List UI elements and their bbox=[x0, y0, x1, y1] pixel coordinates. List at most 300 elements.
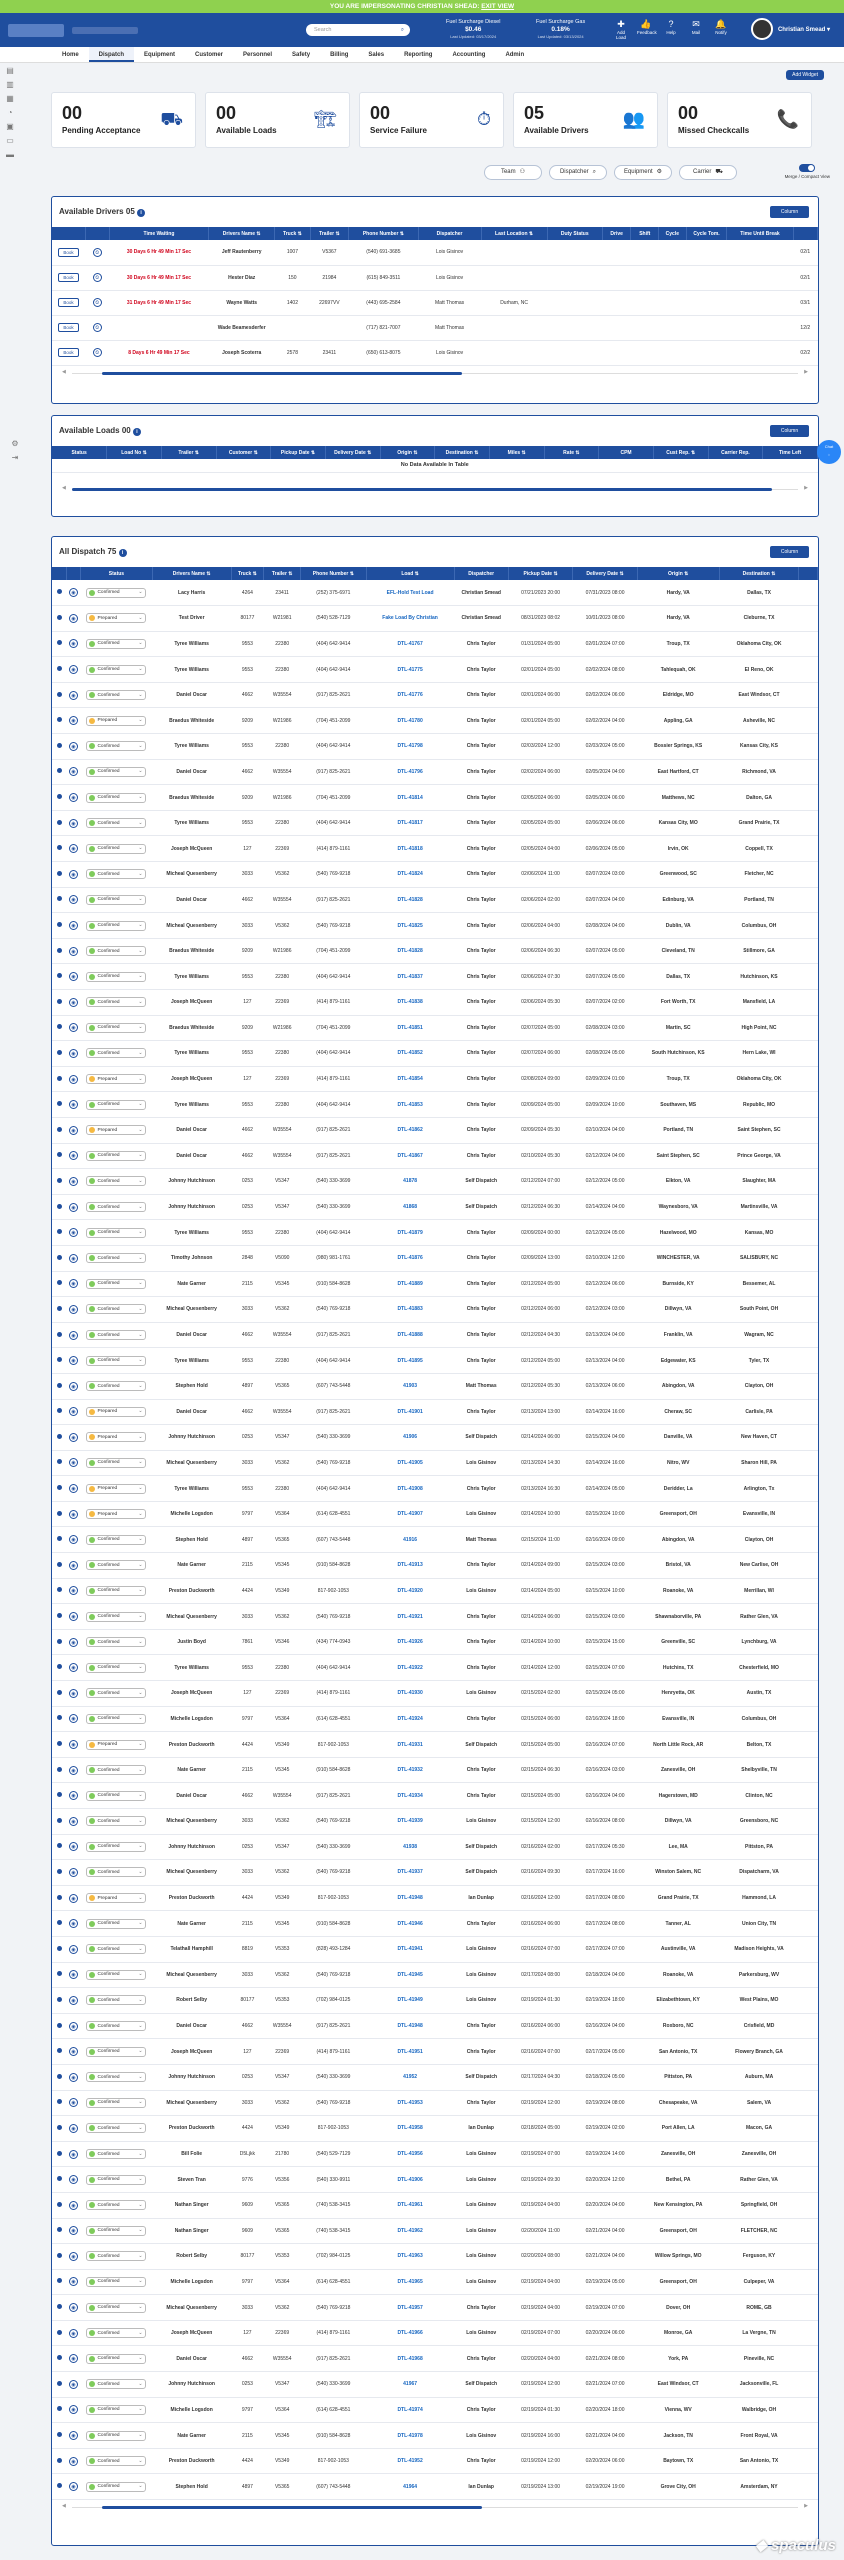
load-link[interactable]: DTL-41824 bbox=[397, 871, 423, 878]
load-link[interactable]: DTL-41949 bbox=[397, 1997, 423, 2004]
info-icon[interactable]: i bbox=[133, 428, 141, 436]
driver-name[interactable]: Nate Garner bbox=[177, 1280, 206, 1287]
driver-name[interactable]: Preston Duckworth bbox=[168, 2125, 215, 2132]
row-select-radio[interactable] bbox=[57, 2099, 62, 2104]
summary-card-available-drivers[interactable] bbox=[513, 92, 658, 148]
status-dropdown[interactable] bbox=[86, 1381, 146, 1391]
status-dropdown[interactable] bbox=[86, 2251, 146, 2261]
column-header[interactable] bbox=[799, 567, 818, 580]
status-dropdown[interactable] bbox=[86, 2328, 146, 2338]
driver-name[interactable]: Micheal Quesenberry bbox=[166, 2304, 217, 2311]
status-dropdown[interactable] bbox=[86, 1228, 146, 1238]
load-details-icon[interactable]: ◉ bbox=[69, 2022, 78, 2031]
chat-widget-button[interactable]: Chat ◌ bbox=[817, 440, 841, 464]
status-dropdown[interactable] bbox=[86, 1407, 146, 1417]
status-dropdown[interactable] bbox=[86, 2226, 146, 2236]
status-dropdown[interactable] bbox=[86, 2072, 146, 2082]
row-select-radio[interactable] bbox=[57, 1178, 62, 1183]
load-link[interactable]: DTL-41924 bbox=[397, 1715, 423, 1722]
row-select-radio[interactable] bbox=[57, 2074, 62, 2079]
row-select-radio[interactable] bbox=[57, 692, 62, 697]
driver-name[interactable]: Steven Tran bbox=[177, 2176, 206, 2183]
load-details-icon[interactable]: ◉ bbox=[69, 2303, 78, 2312]
load-link[interactable]: DTL-41958 bbox=[397, 2125, 423, 2132]
column-header[interactable]: Trailer ⇅ bbox=[161, 446, 216, 459]
load-details-icon[interactable]: ◉ bbox=[69, 1919, 78, 1928]
driver-name[interactable]: Daniel Oscar bbox=[176, 1332, 207, 1339]
status-dropdown[interactable] bbox=[86, 2405, 146, 2415]
column-button[interactable]: Column bbox=[770, 546, 809, 558]
load-details-icon[interactable]: ◉ bbox=[69, 1586, 78, 1595]
load-link[interactable]: DTL-41767 bbox=[397, 640, 423, 647]
load-details-icon[interactable]: ◉ bbox=[69, 2175, 78, 2184]
column-header[interactable] bbox=[52, 567, 66, 580]
status-dropdown[interactable] bbox=[86, 2175, 146, 2185]
clock-icon[interactable]: ⏲ bbox=[93, 323, 102, 332]
load-link[interactable]: DTL-41780 bbox=[397, 717, 423, 724]
load-details-icon[interactable]: ◉ bbox=[69, 2431, 78, 2440]
status-dropdown[interactable] bbox=[86, 2149, 146, 2159]
column-header[interactable]: Delivery Date ⇅ bbox=[325, 446, 380, 459]
load-details-icon[interactable]: ◉ bbox=[69, 1638, 78, 1647]
column-header[interactable]: Status bbox=[81, 567, 153, 580]
status-dropdown[interactable] bbox=[86, 1432, 146, 1442]
status-dropdown[interactable] bbox=[86, 1048, 146, 1058]
status-dropdown[interactable] bbox=[86, 2379, 146, 2389]
driver-name[interactable]: Micheal Quesenberry bbox=[166, 2099, 217, 2106]
list-icon[interactable]: ▥ bbox=[6, 80, 14, 89]
book-button[interactable]: Book bbox=[58, 298, 78, 307]
column-header[interactable]: Drivers Name ⇅ bbox=[152, 567, 231, 580]
load-link[interactable]: DTL-41796 bbox=[397, 768, 423, 775]
column-header[interactable]: CPM bbox=[599, 446, 654, 459]
row-select-radio[interactable] bbox=[57, 1229, 62, 1234]
status-dropdown[interactable] bbox=[86, 2123, 146, 2133]
load-details-icon[interactable]: ◉ bbox=[69, 1100, 78, 1109]
load-details-icon[interactable]: ◉ bbox=[69, 998, 78, 1007]
calendar-icon[interactable]: ▣ bbox=[6, 122, 14, 131]
status-dropdown[interactable] bbox=[86, 1176, 146, 1186]
row-select-radio[interactable] bbox=[57, 948, 62, 953]
load-link[interactable]: DTL-41852 bbox=[397, 1050, 423, 1057]
driver-name[interactable]: Tyree Williams bbox=[174, 640, 209, 647]
driver-name[interactable]: Tyree Williams bbox=[174, 820, 209, 827]
status-dropdown[interactable] bbox=[86, 2047, 146, 2057]
load-details-icon[interactable]: ◉ bbox=[69, 2226, 78, 2235]
load-details-icon[interactable]: ◉ bbox=[69, 1561, 78, 1570]
driver-name[interactable]: Wade Beamesderfer bbox=[217, 324, 266, 331]
load-details-icon[interactable]: ◉ bbox=[69, 1484, 78, 1493]
driver-name[interactable]: Jeff Rautenberry bbox=[221, 249, 262, 256]
status-dropdown[interactable] bbox=[86, 1100, 146, 1110]
load-details-icon[interactable]: ◉ bbox=[69, 1510, 78, 1519]
load-details-icon[interactable]: ◉ bbox=[69, 844, 78, 853]
load-link[interactable]: DTL-41974 bbox=[397, 2406, 423, 2413]
driver-name[interactable]: Tyree Williams bbox=[174, 1485, 209, 1492]
clock-icon[interactable]: ⏲ bbox=[93, 348, 102, 357]
row-select-radio[interactable] bbox=[57, 1715, 62, 1720]
nav-item-home[interactable]: Home bbox=[62, 52, 79, 58]
nav-item-personnel[interactable]: Personnel bbox=[243, 52, 273, 58]
driver-name[interactable]: Robert Selby bbox=[176, 2253, 208, 2260]
load-link[interactable]: DTL-41937 bbox=[397, 1869, 423, 1876]
column-header[interactable]: Pickup Date ⇅ bbox=[271, 446, 326, 459]
column-header[interactable]: Miles ⇅ bbox=[489, 446, 544, 459]
load-details-icon[interactable]: ◉ bbox=[69, 1535, 78, 1544]
column-header[interactable]: Time Left bbox=[763, 446, 818, 459]
status-dropdown[interactable] bbox=[86, 895, 146, 905]
load-link[interactable]: DTL-41920 bbox=[397, 1587, 423, 1594]
driver-name[interactable]: Timothy Johnson bbox=[170, 1255, 213, 1262]
column-header[interactable]: Cust Rep. ⇅ bbox=[653, 446, 708, 459]
driver-name[interactable]: Johnny Hutchinson bbox=[168, 1843, 215, 1850]
driver-name[interactable]: Nathan Singer bbox=[174, 2202, 209, 2209]
driver-name[interactable]: Tyree Williams bbox=[174, 1664, 209, 1671]
status-dropdown[interactable] bbox=[86, 946, 146, 956]
load-link[interactable]: DTL-41948 bbox=[397, 2023, 423, 2030]
column-header[interactable]: Duty Status bbox=[547, 227, 602, 240]
load-link[interactable]: DTL-41879 bbox=[397, 1229, 423, 1236]
row-select-radio[interactable] bbox=[57, 1639, 62, 1644]
column-header[interactable]: Customer ⇅ bbox=[216, 446, 271, 459]
load-details-icon[interactable]: ◉ bbox=[69, 2405, 78, 2414]
nav-item-admin[interactable]: Admin bbox=[505, 52, 525, 58]
row-select-radio[interactable] bbox=[57, 2432, 62, 2437]
load-details-icon[interactable]: ◉ bbox=[69, 1689, 78, 1698]
user-icon[interactable]: ◔ bbox=[7, 108, 13, 117]
driver-name[interactable]: Bill Folie bbox=[181, 2151, 203, 2158]
status-dropdown[interactable] bbox=[86, 1765, 146, 1775]
load-link[interactable]: DTL-41853 bbox=[397, 1101, 423, 1108]
column-header[interactable]: Destination ⇅ bbox=[435, 446, 490, 459]
load-details-icon[interactable]: ◉ bbox=[69, 895, 78, 904]
load-link[interactable]: DTL-41798 bbox=[397, 743, 423, 750]
row-select-radio[interactable] bbox=[57, 1587, 62, 1592]
column-header[interactable]: Drivers Name ⇅ bbox=[209, 227, 275, 240]
row-select-radio[interactable] bbox=[57, 1895, 62, 1900]
load-details-icon[interactable]: ◉ bbox=[69, 1126, 78, 1135]
status-dropdown[interactable] bbox=[86, 1458, 146, 1468]
row-select-radio[interactable] bbox=[57, 1357, 62, 1362]
chat-icon[interactable]: ▭ bbox=[6, 136, 14, 145]
row-select-radio[interactable] bbox=[57, 2406, 62, 2411]
load-details-icon[interactable]: ◉ bbox=[69, 1945, 78, 1954]
row-select-radio[interactable] bbox=[57, 2304, 62, 2309]
column-header[interactable]: Dispatcher bbox=[454, 567, 508, 580]
load-link[interactable]: DTL-41908 bbox=[397, 1485, 423, 1492]
column-header[interactable]: Delivery Date ⇅ bbox=[573, 567, 637, 580]
driver-name[interactable]: Micheal Quesenberry bbox=[166, 922, 217, 929]
load-details-icon[interactable]: ◉ bbox=[69, 2482, 78, 2491]
load-link[interactable]: DTL-41862 bbox=[397, 1127, 423, 1134]
status-dropdown[interactable] bbox=[86, 1279, 146, 1289]
row-select-radio[interactable] bbox=[57, 1767, 62, 1772]
load-details-icon[interactable]: ◉ bbox=[69, 1740, 78, 1749]
driver-name[interactable]: Lacy Harris bbox=[178, 589, 206, 596]
driver-name[interactable]: Nate Garner bbox=[177, 2432, 206, 2439]
row-select-radio[interactable] bbox=[57, 1255, 62, 1260]
load-details-icon[interactable]: ◉ bbox=[69, 1970, 78, 1979]
driver-name[interactable]: Preston Duckworth bbox=[168, 2458, 215, 2465]
load-link[interactable]: DTL-41837 bbox=[397, 973, 423, 980]
load-details-icon[interactable]: ◉ bbox=[69, 1331, 78, 1340]
status-dropdown[interactable] bbox=[86, 2303, 146, 2313]
load-link[interactable]: 41952 bbox=[403, 2074, 418, 2081]
status-dropdown[interactable] bbox=[86, 1125, 146, 1135]
load-link[interactable]: DTL-41931 bbox=[397, 1741, 423, 1748]
column-header[interactable]: Cycle bbox=[659, 227, 687, 240]
driver-name[interactable]: Braedus Whiteside bbox=[169, 717, 215, 724]
status-dropdown[interactable] bbox=[86, 1740, 146, 1750]
status-dropdown[interactable] bbox=[86, 844, 146, 854]
driver-name[interactable]: Joseph McQueen bbox=[170, 2330, 213, 2337]
load-details-icon[interactable]: ◉ bbox=[69, 1075, 78, 1084]
status-dropdown[interactable] bbox=[86, 1509, 146, 1519]
load-details-icon[interactable]: ◉ bbox=[69, 1305, 78, 1314]
load-link[interactable]: DTL-41963 bbox=[397, 2253, 423, 2260]
mail-button[interactable] bbox=[687, 19, 705, 40]
row-select-radio[interactable] bbox=[57, 1869, 62, 1874]
column-header[interactable]: Origin ⇅ bbox=[637, 567, 719, 580]
driver-name[interactable]: Michelle Logsdon bbox=[170, 2278, 213, 2285]
row-select-radio[interactable] bbox=[57, 2381, 62, 2386]
load-link[interactable]: DTL-41952 bbox=[397, 2458, 423, 2465]
row-select-radio[interactable] bbox=[57, 2330, 62, 2335]
column-header[interactable]: Load No ⇅ bbox=[107, 446, 162, 459]
load-details-icon[interactable]: ◉ bbox=[69, 1817, 78, 1826]
load-link[interactable]: DTL-41953 bbox=[397, 2099, 423, 2106]
load-details-icon[interactable]: ◉ bbox=[69, 767, 78, 776]
book-button[interactable]: Book bbox=[58, 348, 78, 357]
row-select-radio[interactable] bbox=[57, 1280, 62, 1285]
load-details-icon[interactable]: ◉ bbox=[69, 1228, 78, 1237]
add-load-button[interactable] bbox=[612, 19, 630, 40]
filter-equipment-button[interactable] bbox=[614, 165, 672, 180]
load-link[interactable]: DTL-41817 bbox=[397, 820, 423, 827]
row-select-radio[interactable] bbox=[57, 1843, 62, 1848]
status-dropdown[interactable] bbox=[86, 1791, 146, 1801]
load-details-icon[interactable]: ◉ bbox=[69, 691, 78, 700]
column-button[interactable]: Column bbox=[770, 425, 809, 437]
row-select-radio[interactable] bbox=[57, 2227, 62, 2232]
load-details-icon[interactable]: ◉ bbox=[69, 2201, 78, 2210]
driver-name[interactable]: Wayne Watts bbox=[226, 299, 258, 306]
load-details-icon[interactable]: ◉ bbox=[69, 2073, 78, 2082]
status-dropdown[interactable] bbox=[86, 2482, 146, 2492]
nav-item-customer[interactable]: Customer bbox=[195, 52, 224, 58]
load-details-icon[interactable]: ◉ bbox=[69, 870, 78, 879]
help-button[interactable] bbox=[662, 19, 680, 40]
load-link[interactable]: 41868 bbox=[403, 1204, 418, 1211]
load-link[interactable]: DTL-41828 bbox=[397, 896, 423, 903]
column-header[interactable]: Destination ⇅ bbox=[719, 567, 799, 580]
driver-name[interactable]: Tyree Williams bbox=[174, 743, 209, 750]
row-select-radio[interactable] bbox=[57, 845, 62, 850]
merge-view-toggle[interactable]: Merge / Compact View bbox=[785, 164, 830, 179]
load-details-icon[interactable]: ◉ bbox=[69, 2150, 78, 2159]
driver-name[interactable]: Micheal Quesenberry bbox=[166, 1971, 217, 1978]
driver-name[interactable]: Preston Duckworth bbox=[168, 1587, 215, 1594]
status-dropdown[interactable] bbox=[86, 1356, 146, 1366]
column-header[interactable]: Dispatcher bbox=[418, 227, 481, 240]
driver-name[interactable]: Daniel Oscar bbox=[176, 1792, 207, 1799]
load-link[interactable]: DTL-41922 bbox=[397, 1664, 423, 1671]
load-link[interactable]: DTL-41838 bbox=[397, 999, 423, 1006]
column-header[interactable]: Drive bbox=[602, 227, 631, 240]
status-dropdown[interactable] bbox=[86, 767, 146, 777]
driver-name[interactable]: Test Driver bbox=[178, 615, 205, 622]
summary-card-service-failure[interactable] bbox=[359, 92, 504, 148]
book-button[interactable]: Book bbox=[58, 273, 78, 282]
document-icon[interactable]: ▦ bbox=[6, 94, 14, 103]
row-select-radio[interactable] bbox=[57, 1306, 62, 1311]
row-select-radio[interactable] bbox=[57, 2023, 62, 2028]
load-details-icon[interactable]: ◉ bbox=[69, 1996, 78, 2005]
load-link[interactable]: 41938 bbox=[403, 1843, 418, 1850]
load-link[interactable]: DTL-41907 bbox=[397, 1511, 423, 1518]
driver-name[interactable]: Braedus Whiteside bbox=[169, 794, 215, 801]
load-details-icon[interactable]: ◉ bbox=[69, 2277, 78, 2286]
load-link[interactable]: DTL-41968 bbox=[397, 2355, 423, 2362]
driver-name[interactable]: Tyree Williams bbox=[174, 1229, 209, 1236]
row-select-radio[interactable] bbox=[57, 640, 62, 645]
driver-name[interactable]: Daniel Oscar bbox=[176, 896, 207, 903]
status-dropdown[interactable] bbox=[86, 1944, 146, 1954]
status-dropdown[interactable] bbox=[86, 1714, 146, 1724]
row-select-radio[interactable] bbox=[57, 1076, 62, 1081]
driver-name[interactable]: Tyree Williams bbox=[174, 666, 209, 673]
row-select-radio[interactable] bbox=[57, 2202, 62, 2207]
row-select-radio[interactable] bbox=[57, 1024, 62, 1029]
load-details-icon[interactable]: ◉ bbox=[69, 1407, 78, 1416]
load-details-icon[interactable]: ◉ bbox=[69, 1382, 78, 1391]
row-select-radio[interactable] bbox=[57, 717, 62, 722]
company-logo[interactable] bbox=[8, 24, 64, 37]
row-select-radio[interactable] bbox=[57, 1741, 62, 1746]
row-select-radio[interactable] bbox=[57, 999, 62, 1004]
load-details-icon[interactable]: ◉ bbox=[69, 1151, 78, 1160]
status-dropdown[interactable] bbox=[86, 1970, 146, 1980]
row-select-radio[interactable] bbox=[57, 1050, 62, 1055]
status-dropdown[interactable] bbox=[86, 716, 146, 726]
driver-name[interactable]: Johnny Hutchinson bbox=[168, 2381, 215, 2388]
load-details-icon[interactable]: ◉ bbox=[69, 1612, 78, 1621]
book-button[interactable]: Book bbox=[58, 323, 78, 332]
nav-item-dispatch[interactable]: Dispatch bbox=[89, 47, 134, 62]
column-header[interactable]: Phone Number ⇅ bbox=[301, 567, 366, 580]
row-select-radio[interactable] bbox=[57, 2355, 62, 2360]
toggle-switch[interactable] bbox=[799, 164, 815, 172]
load-details-icon[interactable]: ◉ bbox=[69, 1023, 78, 1032]
row-select-radio[interactable] bbox=[57, 1664, 62, 1669]
load-link[interactable]: DTL-41951 bbox=[397, 2048, 423, 2055]
status-dropdown[interactable] bbox=[86, 1663, 146, 1673]
driver-name[interactable]: Preston Duckworth bbox=[168, 1741, 215, 1748]
column-header[interactable]: Cycle Tom. bbox=[686, 227, 727, 240]
load-details-icon[interactable]: ◉ bbox=[69, 665, 78, 674]
row-select-radio[interactable] bbox=[57, 1946, 62, 1951]
load-details-icon[interactable]: ◉ bbox=[69, 1177, 78, 1186]
driver-name[interactable]: Daniel Oscar bbox=[176, 1152, 207, 1159]
driver-name[interactable]: Daniel Oscar bbox=[176, 1408, 207, 1415]
status-dropdown[interactable] bbox=[86, 2431, 146, 2441]
status-dropdown[interactable] bbox=[86, 818, 146, 828]
load-link[interactable]: DTL-41851 bbox=[397, 1024, 423, 1031]
load-details-icon[interactable]: ◉ bbox=[69, 2329, 78, 2338]
load-link[interactable]: DTL-41814 bbox=[397, 794, 423, 801]
load-link[interactable]: DTL-41775 bbox=[397, 666, 423, 673]
load-details-icon[interactable]: ◉ bbox=[69, 614, 78, 623]
driver-name[interactable]: Daniel Oscar bbox=[176, 692, 207, 699]
row-select-radio[interactable] bbox=[57, 1536, 62, 1541]
column-header[interactable]: Load ⇅ bbox=[366, 567, 454, 580]
load-link[interactable]: 41906 bbox=[403, 1434, 418, 1441]
load-link[interactable]: DTL-41825 bbox=[397, 922, 423, 929]
driver-name[interactable]: Joseph McQueen bbox=[170, 1690, 213, 1697]
row-select-radio[interactable] bbox=[57, 1408, 62, 1413]
driver-name[interactable]: Micheal Quesenberry bbox=[166, 1613, 217, 1620]
summary-card-missed-checkcalls[interactable] bbox=[667, 92, 812, 148]
row-select-radio[interactable] bbox=[57, 2048, 62, 2053]
row-select-radio[interactable] bbox=[57, 1101, 62, 1106]
load-link[interactable]: DTL-41945 bbox=[397, 1971, 423, 1978]
row-select-radio[interactable] bbox=[57, 1485, 62, 1490]
row-select-radio[interactable] bbox=[57, 794, 62, 799]
load-link[interactable]: DTL-41901 bbox=[397, 1408, 423, 1415]
driver-name[interactable]: Tyree Williams bbox=[174, 1050, 209, 1057]
status-dropdown[interactable] bbox=[86, 613, 146, 623]
driver-name[interactable]: Daniel Oscar bbox=[176, 768, 207, 775]
load-link[interactable]: DTL-41905 bbox=[397, 1459, 423, 1466]
notifications-button[interactable] bbox=[712, 19, 730, 40]
driver-name[interactable]: Nate Garner bbox=[177, 1920, 206, 1927]
column-header[interactable]: Time Waiting bbox=[109, 227, 208, 240]
status-dropdown[interactable] bbox=[86, 793, 146, 803]
driver-name[interactable]: Johnny Hutchinson bbox=[168, 1204, 215, 1211]
driver-name[interactable]: Johnny Hutchinson bbox=[168, 2074, 215, 2081]
status-dropdown[interactable] bbox=[86, 1995, 146, 2005]
load-details-icon[interactable]: ◉ bbox=[69, 639, 78, 648]
nav-item-sales[interactable]: Sales bbox=[368, 52, 385, 58]
status-dropdown[interactable] bbox=[86, 2098, 146, 2108]
column-header[interactable] bbox=[85, 227, 109, 240]
row-select-radio[interactable] bbox=[57, 1792, 62, 1797]
column-header[interactable]: Status bbox=[52, 446, 107, 459]
load-link[interactable]: DTL-41961 bbox=[397, 2202, 423, 2209]
load-details-icon[interactable]: ◉ bbox=[69, 2457, 78, 2466]
status-dropdown[interactable] bbox=[86, 972, 146, 982]
driver-name[interactable]: Joseph McQueen bbox=[170, 845, 213, 852]
load-details-icon[interactable]: ◉ bbox=[69, 1049, 78, 1058]
status-dropdown[interactable] bbox=[86, 1919, 146, 1929]
feedback-button[interactable] bbox=[637, 19, 655, 40]
driver-name[interactable]: Tyree Williams bbox=[174, 1357, 209, 1364]
driver-name[interactable]: Nate Garner bbox=[177, 1767, 206, 1774]
row-select-radio[interactable] bbox=[57, 666, 62, 671]
column-header[interactable]: Time Until Break bbox=[727, 227, 793, 240]
load-details-icon[interactable]: ◉ bbox=[69, 1356, 78, 1365]
row-select-radio[interactable] bbox=[57, 973, 62, 978]
briefcase-icon[interactable]: ▬ bbox=[6, 150, 14, 159]
load-link[interactable]: DTL-41867 bbox=[397, 1152, 423, 1159]
row-select-radio[interactable] bbox=[57, 589, 62, 594]
column-header[interactable] bbox=[52, 227, 85, 240]
load-link[interactable]: DTL-41934 bbox=[397, 1792, 423, 1799]
load-link[interactable]: DTL-41957 bbox=[397, 2304, 423, 2311]
load-link[interactable]: Fake Load By Christian bbox=[382, 615, 438, 622]
status-dropdown[interactable] bbox=[86, 1330, 146, 1340]
driver-name[interactable]: Michelle Logsdon bbox=[170, 1511, 213, 1518]
